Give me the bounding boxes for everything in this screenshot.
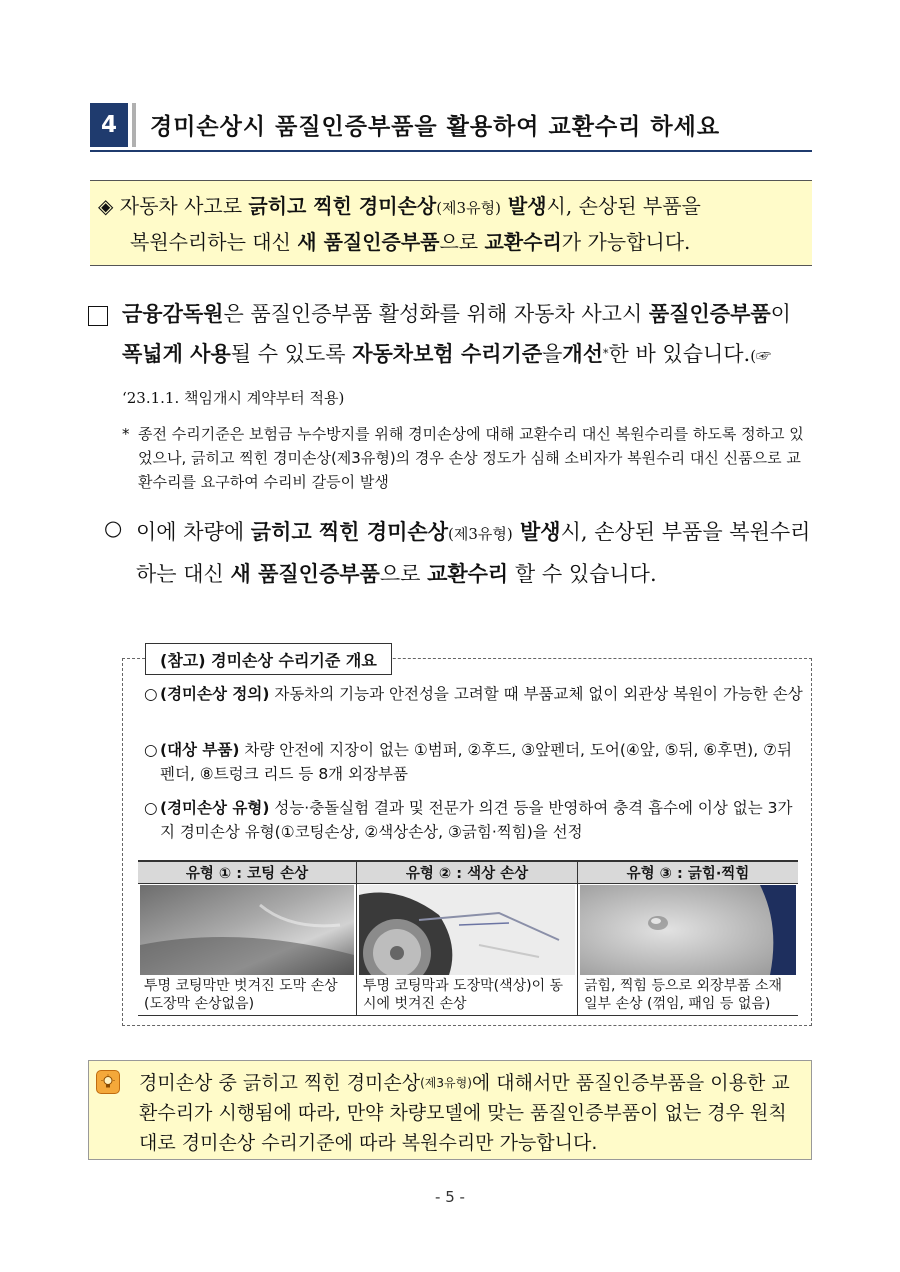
summary-line-2: 복원수리하는 대신 새 품질인증부품으로 교환수리가 가능합니다. xyxy=(130,230,691,254)
tip-box: 경미손상 중 긁히고 찍힌 경미손상$^{(제3유형)}$에 대해서만 품질인증부품을 이용한 교환수리가 시행됨에 따라, 만약 차량모델에 맞는 품질인증부품이 없는 경우 원칙대로 경미손상 수리기준에 따라 복원수리만 가능합니다. xyxy=(88,1060,812,1160)
reference-title: (참고) 경미손상 수리기준 개요 xyxy=(145,643,392,675)
checkbox-bullet-icon xyxy=(88,306,108,326)
circle-bullet-icon: ○ xyxy=(144,799,158,817)
footnote-text: 종전 수리기준은 보험금 누수방지를 위해 경미손상에 대해 교환수리 대신 복원수리를 하도록 정하고 있었으나, 긁히고 찍힌 경미손상(제3유형)의 경우 손상 정도가 심해 소비자가 복원수리 대신 신품으로 교환수리를 요구하여 수리비 갈등이 발생 xyxy=(138,425,804,491)
section-title: 경미손상시 품질인증부품을 활용하여 교환수리 하세요 xyxy=(150,114,721,140)
table-header: 유형 ③ : 긁힘·찍힘 xyxy=(578,862,798,884)
section-divider xyxy=(132,103,136,147)
paragraph-main: 금융감독원은 품질인증부품 활성화를 위해 자동차 사고시 품질인증부품이 폭넓게 사용될 수 있도록 자동차보험 수리기준을개선*한 바 있습니다.(☞ ‘23.1.1. 책임개시 계약부터 적용) xyxy=(122,301,791,407)
circle-bullet-icon: ○ xyxy=(104,516,123,540)
circle-bullet-icon: ○ xyxy=(144,685,158,703)
diamond-icon: ◈ xyxy=(98,194,114,218)
summary-line-1: ◈ 자동차 사고로 긁히고 찍힌 경미손상(제3유형) 발생시, 손상된 부품을 xyxy=(98,194,701,218)
table-header: 유형 ① : 코팅 손상 xyxy=(138,862,356,884)
table-header: 유형 ② : 색상 손상 xyxy=(357,862,577,884)
table-caption: 투명 코팅막과 도장막(색상)이 동시에 벗겨진 손상 xyxy=(363,978,564,1012)
page-number: - 5 - xyxy=(435,1188,465,1206)
table-divider xyxy=(356,862,357,1016)
table-caption: 긁힘, 찍힘 등으로 외장부품 소재 일부 손상 (꺾임, 패임 등 없음) xyxy=(584,978,783,1012)
section-underline xyxy=(90,150,812,152)
paragraph-sub: 이에 차량에 긁히고 찍힌 경미손상(제3유형) 발생시, 손상된 부품을 복원수리하는 대신 새 품질인증부품으로 교환수리 할 수 있습니다. xyxy=(136,519,811,586)
damage-type-table xyxy=(138,860,798,1016)
table-divider xyxy=(577,862,578,1016)
asterisk: * xyxy=(122,425,130,443)
summary-box xyxy=(90,180,812,266)
reference-item-parts: ○ (대상 부품) 차량 안전에 지장이 없는 ①범퍼, ②후드, ③앞펜더, 도어(④앞, ⑤뒤, ⑥후면), ⑦뒤펜더, ⑧트렁크 리드 등 8개 외장부품 xyxy=(144,738,804,786)
table-caption: 투명 코팅막만 벗겨진 도막 손상 (도장막 손상없음) xyxy=(144,978,338,1012)
color-damage-photo xyxy=(359,885,575,975)
section-number: 4 xyxy=(90,103,128,147)
reference-item-definition: ○ (경미손상 정의) 자동차의 기능과 안전성을 고려할 때 부품교체 없이 외관상 복원이 가능한 손상 xyxy=(144,682,804,706)
footnote xyxy=(122,422,812,494)
scratch-dent-photo xyxy=(580,885,796,975)
reference-item-types: ○ (경미손상 유형) 성능·충돌실험 결과 및 전문가 의견 등을 반영하여 충격 흡수에 이상 없는 3가지 경미손상 유형(①코팅손상, ②색상손상, ③긁힘·찍힘)을 선정 xyxy=(144,796,804,844)
circle-bullet-icon: ○ xyxy=(144,741,158,759)
lightbulb-icon xyxy=(96,1070,120,1094)
coating-damage-photo xyxy=(140,885,354,975)
